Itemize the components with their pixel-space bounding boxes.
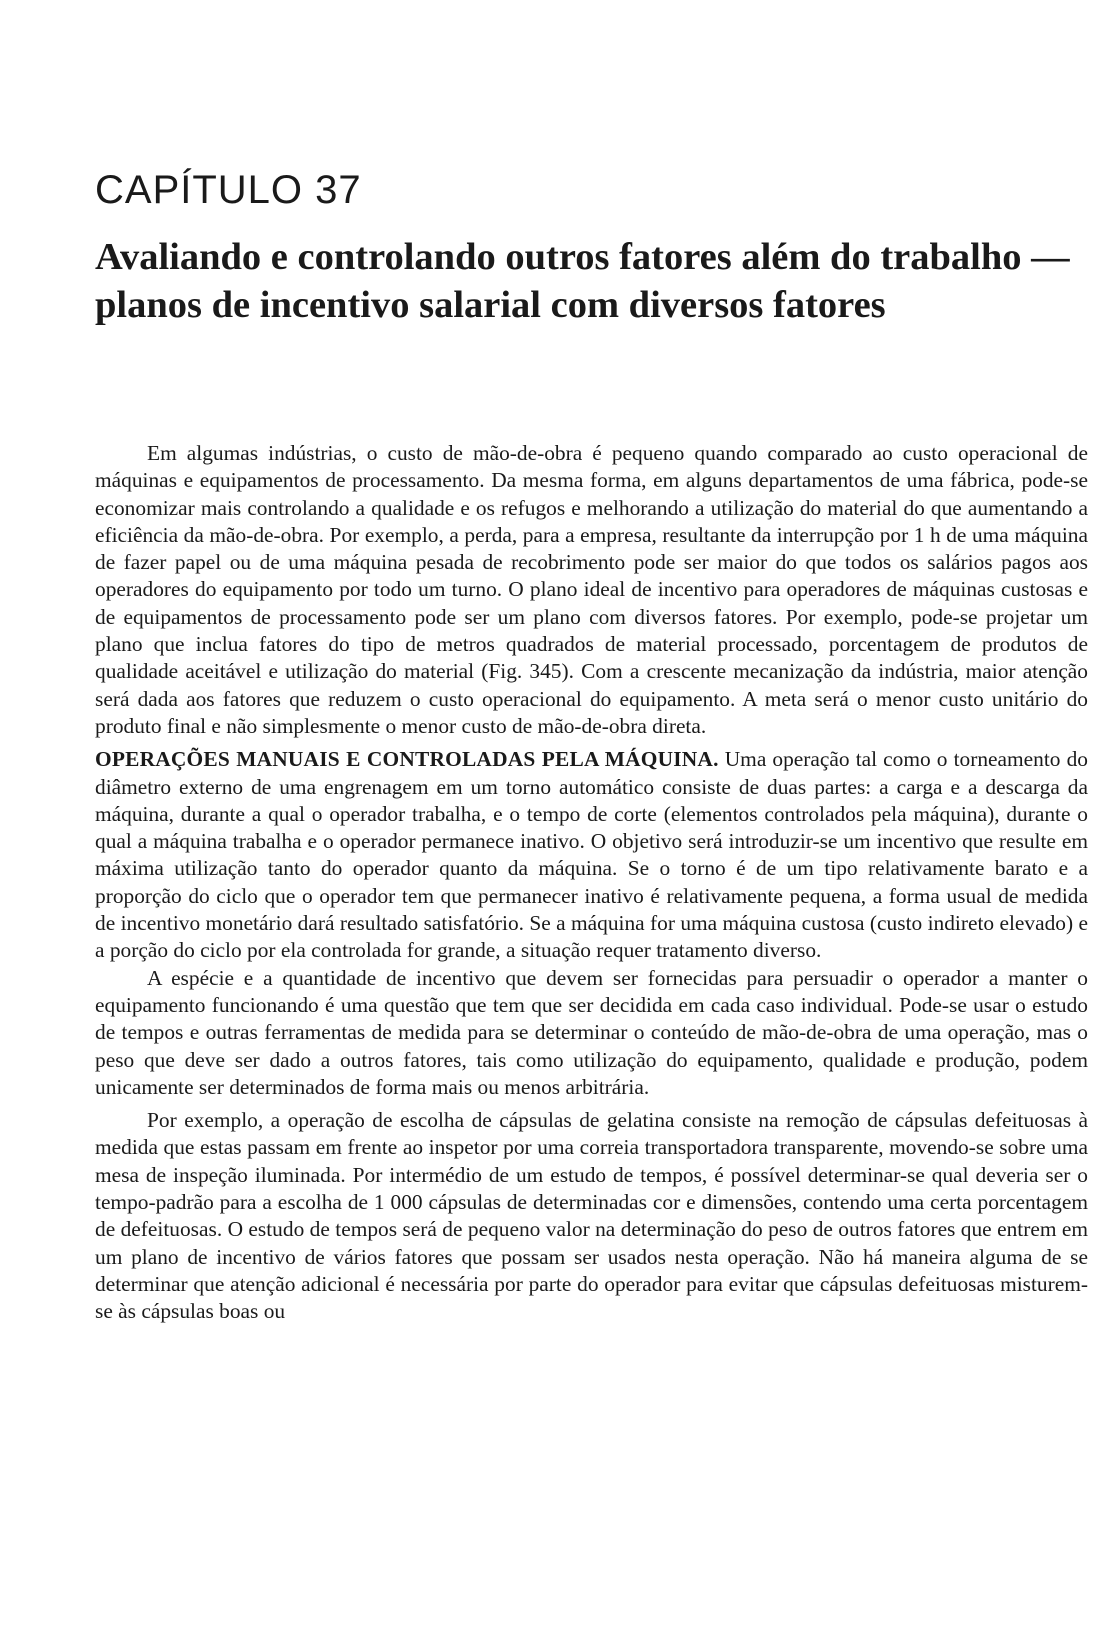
section-heading: OPERAÇÕES MANUAIS E CONTROLADAS PELA MÁQUINA. [95, 747, 719, 772]
paragraph-example: Por exemplo, a operação de escolha de cápsulas de gelatina consiste na remoção de cápsulas defeituosas à medida que estas passam em frente ao inspetor por uma correia transportadora transparente, movendo-se sobre uma mesa de inspeção iluminada. Por intermédio de um estudo de tempos, é possível determinar-se qual deveria ser o tempo-padrão para a escolha de 1 000 cápsulas de determinadas cor e dimensões, contendo uma certa porcentagem de defeituosas. O estudo de tempos será de pequeno valor na determinação do peso de outros fatores que entrem em um plano de incentivo de vários fatores que possam ser usados nesta operação. Não há maneira alguma de se determinar que atenção adicional é necessária por parte do operador para evitar que cápsulas defeituosas misturem-se às cápsulas boas ou [95, 1108, 1088, 1324]
paragraph-incentive: A espécie e a quantidade de incentivo que devem ser fornecidas para persuadir o operador a manter o equipamento funcionando é uma questão que tem que ser decidida em cada caso individual. Pode-se usar o estudo de tempos e outras ferramentas de medida para se determinar o conteúdo de mão-de-obra de uma operação, mas o peso que deve ser dado a outros fatores, tais como utilização do equipamento, qualidade e produção, podem unicamente ser determinados de forma mais ou menos arbitrária. [95, 965, 1088, 1099]
chapter-title: Avaliando e controlando outros fatores além do trabalho — planos de incentivo salarial com diversos fatores [95, 236, 1070, 326]
paragraph-intro: Em algumas indústrias, o custo de mão-de-obra é pequeno quando comparado ao custo operacional de máquinas e equipamentos de processamento. Da mesma forma, em alguns departamentos de uma fábrica, pode-se economizar mais controlando a qualidade e os refugos e melhorando a utilização do material do que aumentando a eficiência da mão-de-obra. Por exemplo, a perda, para a empresa, resultante da interrupção por 1 h de uma máquina de fazer papel ou de uma máquina pesada de recobrimento pode ser maior do que todos os salários pagos aos operadores do equipamento por todo um turno. O plano ideal de incentivo para operadores de máquinas custosas e de equipamentos de processamento pode ser um plano com diversos fatores. Por exemplo, pode-se projetar um plano que inclua fatores do tipo de metros quadrados de material processado, porcentagem de produtos de qualidade aceitável e utilização do material (Fig. 345). Com a crescente mecanização da indústria, maior atenção será dada aos fatores que reduzem o custo operacional do equipamento. A meta será o menor custo unitário do produto final e não simplesmente o menor custo de mão-de-obra direta. [95, 441, 1088, 738]
body-text [95, 440, 1088, 1326]
paragraph-section [95, 746, 1088, 964]
section-paragraph-text: Uma operação tal como o torneamento do diâmetro externo de uma engrenagem em um torno automático consiste de duas partes: a carga e a descarga da máquina, durante a qual o operador trabalha, e o tempo de corte (elementos controlados pela máquina), durante o qual a máquina trabalha e o operador permanece inativo. O objetivo será introduzir-se um incentivo que resulte em máxima utilização tanto do operador quanto da máquina. Se o torno é de um tipo relativamente barato e a proporção do ciclo que o operador tem que permanecer inativo é relativamente pequena, a forma usual de medida de incentivo monetário dará resultado satisfatório. Se a máquina for uma máquina custosa (custo indireto elevado) e a porção do ciclo por ela controlada for grande, a situação requer tratamento diverso. [95, 747, 1088, 963]
chapter-label: CAPÍTULO 37 [95, 168, 362, 212]
